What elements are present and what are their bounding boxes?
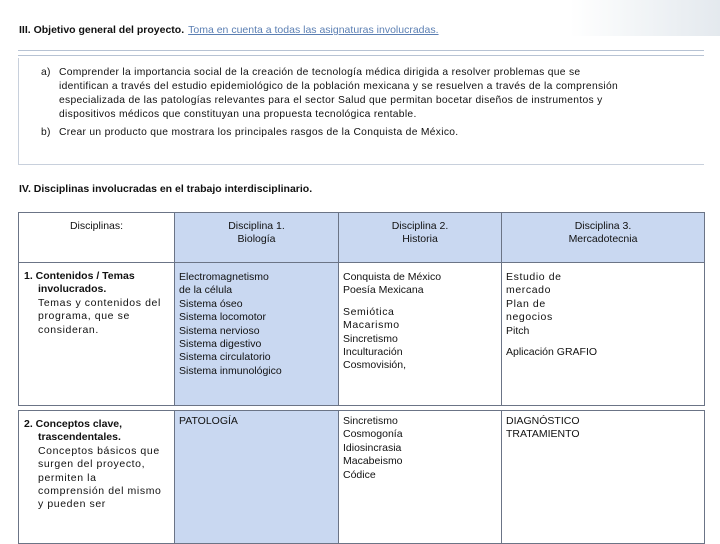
disciplines-table bbox=[18, 212, 705, 544]
cell-item: Inculturación bbox=[343, 346, 403, 359]
header-discipline-line: Disciplina 2. bbox=[391, 220, 449, 232]
row-label-head: 2. Conceptos clave, bbox=[24, 418, 123, 430]
row-label-head: trascendentales. bbox=[38, 431, 121, 444]
cell-item: PATOLOGÍA bbox=[179, 415, 238, 427]
row-label-body: programa, que se bbox=[38, 310, 130, 323]
header-discipline-2 bbox=[339, 213, 502, 263]
objective-a bbox=[41, 66, 580, 80]
header-discipline-name: Historia bbox=[402, 233, 438, 246]
cell-item: Sincretismo bbox=[343, 332, 398, 345]
header-discipline-line: Disciplina 1. bbox=[228, 220, 285, 232]
cell-item: Semiótica bbox=[343, 305, 395, 318]
cell-item: DIAGNÓSTICO bbox=[506, 415, 580, 427]
cell-item: Códice bbox=[343, 468, 376, 481]
cell-item: Poesía Mexicana bbox=[343, 284, 424, 297]
cell-item: de la célula bbox=[179, 284, 233, 297]
header-discipline-name: Mercadotecnia bbox=[568, 233, 638, 246]
cell-item: Plan de bbox=[506, 297, 546, 310]
section3-note: Toma en cuenta a todas las asignaturas involucradas. bbox=[188, 24, 439, 36]
row1-cell-biologia bbox=[175, 263, 339, 406]
row2-cell-biologia bbox=[175, 411, 339, 544]
objective-a-line: dispositivos médicos que constituyan una propuesta tecnológica rentable. bbox=[59, 109, 417, 120]
divider-top bbox=[18, 50, 704, 51]
cell-item: Sistema locomotor bbox=[179, 311, 266, 324]
table-row bbox=[19, 411, 705, 544]
header-discipline-line: Disciplina 3. bbox=[574, 220, 632, 232]
objective-a-line: Comprender la importancia social de la creación de tecnología médica dirigida a resolver problemas que se bbox=[59, 67, 581, 78]
cell-item: Pitch bbox=[506, 324, 530, 337]
objective-a-line: identifican a través del estudio epidemiológico de la población mexicana y se resuelven a través de la comprensión bbox=[59, 81, 619, 92]
cell-item: Sistema óseo bbox=[179, 297, 243, 310]
row-label-body: Temas y contenidos del bbox=[38, 296, 161, 309]
row-label-body: y pueden ser bbox=[38, 498, 106, 511]
header-discipline-3 bbox=[502, 213, 705, 263]
cell-item: TRATAMIENTO bbox=[506, 428, 580, 441]
cell-item: Sincretismo bbox=[343, 415, 398, 427]
cell-item: Idiosincrasia bbox=[343, 441, 402, 454]
row-label-body: permiten la bbox=[38, 471, 97, 484]
cell-item: Cosmogonía bbox=[343, 428, 403, 441]
header-discipline-name: Biología bbox=[237, 233, 276, 246]
row1-cell-historia bbox=[339, 263, 502, 406]
cell-spacer bbox=[506, 338, 704, 346]
row2-cell-historia bbox=[339, 411, 502, 544]
cell-item: Cosmovisión, bbox=[343, 359, 407, 372]
divider-bottom bbox=[18, 55, 704, 56]
row1-label bbox=[19, 263, 175, 406]
table-header-row bbox=[19, 213, 705, 263]
objective-a-marker: a) bbox=[41, 67, 51, 78]
objective-b-marker: b) bbox=[41, 127, 51, 138]
row-label-body: consideran. bbox=[38, 323, 99, 336]
cell-item: negocios bbox=[506, 311, 553, 324]
corner-decoration bbox=[570, 0, 720, 36]
row-label-body: Conceptos básicos que bbox=[38, 444, 160, 457]
cell-item: Estudio de bbox=[506, 271, 562, 283]
header-label-cell bbox=[19, 213, 175, 263]
cell-item: Sistema inmunológico bbox=[179, 364, 282, 377]
cell-item: Aplicación GRAFIO bbox=[506, 346, 598, 359]
row-label-head: involucrados. bbox=[38, 283, 107, 296]
objective-a-line: especializada de las patologías relevantes para el sector Salud que permitan bocetar diseños de instrumentos y bbox=[59, 95, 603, 106]
section3-heading bbox=[19, 24, 439, 36]
cell-item: Macabeismo bbox=[343, 455, 403, 468]
objective-b bbox=[41, 126, 458, 140]
row-label-head: 1. Contenidos / Temas bbox=[24, 270, 135, 282]
cell-item: Sistema circulatorio bbox=[179, 351, 271, 364]
cell-item: Sistema digestivo bbox=[179, 338, 262, 351]
cell-item: mercado bbox=[506, 284, 552, 297]
table-row bbox=[19, 263, 705, 406]
cell-item: Conquista de México bbox=[343, 271, 442, 283]
cell-item: Sistema nervioso bbox=[179, 324, 260, 337]
header-label: Disciplinas: bbox=[69, 220, 124, 232]
row-label-body: surgen del proyecto, bbox=[38, 458, 146, 471]
row-label-body: comprensión del mismo bbox=[38, 485, 162, 498]
section4-title: IV. Disciplinas involucradas en el trabajo interdisciplinario. bbox=[19, 183, 313, 195]
row1-cell-mercadotecnia bbox=[502, 263, 705, 406]
cell-item: Electromagnetismo bbox=[179, 271, 269, 283]
objective-b-line: Crear un producto que mostrara los principales rasgos de la Conquista de México. bbox=[59, 127, 459, 138]
cell-spacer bbox=[343, 298, 501, 306]
section3-title: III. Objetivo general del proyecto. bbox=[19, 24, 185, 36]
row2-label bbox=[19, 411, 175, 544]
header-discipline-1 bbox=[175, 213, 339, 263]
cell-item: Macarismo bbox=[343, 319, 400, 332]
row2-cell-mercadotecnia bbox=[502, 411, 705, 544]
